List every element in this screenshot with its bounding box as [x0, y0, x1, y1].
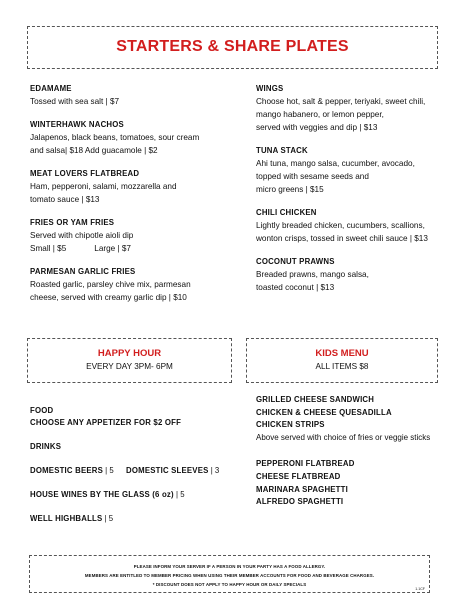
- starters-left-column: [30, 82, 235, 314]
- kids-menu-list: [256, 394, 451, 509]
- item-name: EDAMAME: [30, 84, 72, 93]
- menu-item: [30, 82, 235, 108]
- kids-item: ALFREDO SPAGHETTI: [256, 497, 344, 507]
- item-description: Choose hot, salt & pepper, teriyaki, sweet chili, mango habanero, or lemon pepper, served with veggies and dip | $13: [256, 97, 426, 132]
- kids-item: MARINARA SPAGHETTI: [256, 484, 348, 494]
- discount-notice: * DISCOUNT DOES NOT APPLY TO HAPPY HOUR OR DAILY SPECIALS: [152, 582, 307, 587]
- item-description: Jalapenos, black beans, tomatoes, sour cream and salsa| $18 Add guacamole | $2: [30, 133, 200, 155]
- house-wines-price: | 5: [176, 490, 185, 499]
- item-name: WINTERHAWK NACHOS: [30, 120, 124, 129]
- kids-item: CHICKEN & CHEESE QUESADILLA: [256, 407, 392, 417]
- item-name: FRIES OR YAM FRIES: [30, 218, 115, 227]
- small-price: Small | $5: [30, 244, 67, 253]
- kids-note: Above served with choice of fries or veggie sticks: [256, 432, 431, 442]
- domestic-beers-price: | 5: [105, 466, 114, 475]
- item-description: Roasted garlic, parsley chive mix, parmesan cheese, served with creamy garlic dip | $10: [30, 280, 191, 302]
- starters-right-column: [256, 82, 446, 304]
- menu-item: [30, 216, 235, 255]
- item-name: CHILI CHICKEN: [256, 208, 317, 217]
- menu-item: [256, 206, 446, 245]
- kids-menu-box: [246, 338, 438, 383]
- kids-menu-price: ALL ITEMS $8: [315, 362, 369, 371]
- happy-hour-list: [30, 405, 240, 525]
- house-wines: HOUSE WINES BY THE GLASS (6 oz): [30, 490, 174, 499]
- item-description: Served with chipotle aioli dip: [30, 231, 134, 240]
- page-title: STARTERS & SHARE PLATES: [116, 38, 349, 55]
- size-prices: [30, 242, 235, 255]
- item-name: TUNA STACK: [256, 146, 308, 155]
- item-name: MEAT LOVERS FLATBREAD: [30, 169, 140, 178]
- kids-menu-title: KIDS MENU: [315, 348, 369, 359]
- kids-item: PEPPERONI FLATBREAD: [256, 459, 355, 469]
- highball-row: [30, 513, 240, 525]
- footer-box: [29, 555, 430, 593]
- title-box: [27, 26, 438, 69]
- kids-item: GRILLED CHEESE SANDWICH: [256, 395, 375, 404]
- domestic-sleeves-price: | 3: [210, 466, 220, 475]
- item-description: Breaded prawns, mango salsa, toasted coconut | $13: [256, 270, 369, 292]
- item-name: PARMESAN GARLIC FRIES: [30, 267, 136, 276]
- item-description: Ham, pepperoni, salami, mozzarella and tomato sauce | $13: [30, 182, 177, 204]
- well-highballs-price: | 5: [104, 514, 114, 523]
- item-description: Ahi tuna, mango salsa, cucumber, avocado, topped with sesame seeds and micro greens | $15: [256, 159, 415, 194]
- food-label: FOOD: [30, 406, 54, 415]
- item-description: Lightly breaded chicken, cucumbers, scallions, wonton crisps, tossed in sweet chili sauce | $13: [256, 221, 428, 243]
- food-offer: CHOOSE ANY APPETIZER FOR $2 OFF: [30, 418, 182, 427]
- well-highballs: WELL HIGHBALLS: [30, 514, 103, 523]
- menu-item: [30, 167, 235, 206]
- kids-item: CHEESE FLATBREAD: [256, 471, 341, 481]
- menu-item: [256, 255, 446, 294]
- item-name: WINGS: [256, 84, 284, 93]
- wine-row: [30, 489, 240, 501]
- happy-hour-box: [27, 338, 232, 383]
- beer-row: [30, 465, 240, 477]
- item-description: Tossed with sea salt | $7: [30, 97, 120, 106]
- menu-code: 1.1CF: [415, 587, 425, 591]
- happy-hour-title: HAPPY HOUR: [97, 348, 162, 359]
- member-pricing-notice: MEMBERS ARE ENTITLED TO MEMBER PRICING WHEN USING THEIR MEMBER ACCOUNTS FOR FOOD AND BEVERAGE CHARGES.: [84, 573, 375, 578]
- allergy-notice: PLEASE INFORM YOUR SERVER IF A PERSON IN YOUR PARTY HAS A FOOD ALLERGY.: [133, 564, 326, 569]
- large-price: Large | $7: [94, 244, 131, 253]
- domestic-beers: DOMESTIC BEERS: [30, 466, 103, 475]
- menu-item: [30, 118, 235, 157]
- kids-item: CHICKEN STRIPS: [256, 420, 325, 430]
- item-name: COCONUT PRAWNS: [256, 257, 335, 266]
- drinks-label: DRINKS: [30, 442, 62, 451]
- menu-item: [30, 265, 235, 304]
- menu-item: [256, 144, 446, 196]
- domestic-sleeves: DOMESTIC SLEEVES: [126, 466, 209, 475]
- menu-item: [256, 82, 446, 134]
- happy-hour-time: EVERY DAY 3PM- 6PM: [86, 362, 173, 371]
